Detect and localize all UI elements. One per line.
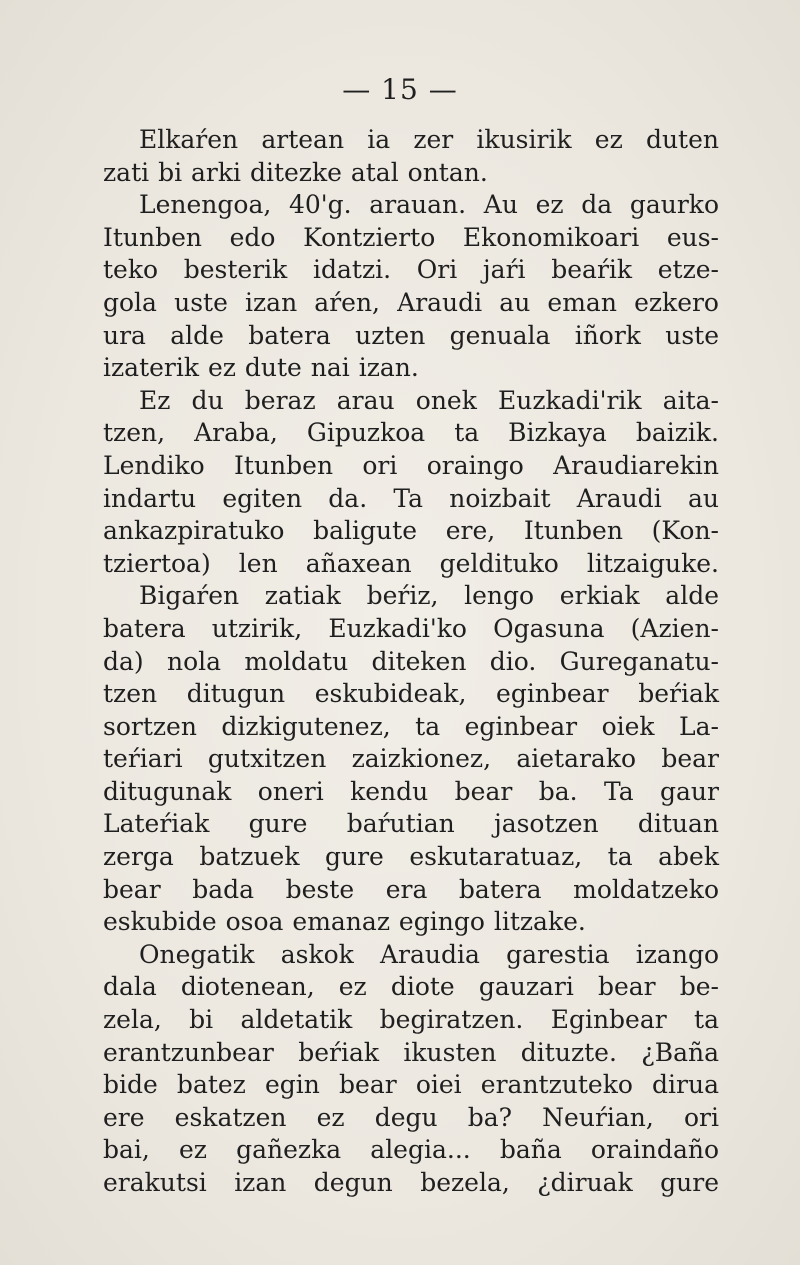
text-line: sortzen dizkigutenez, ta eginbear oiek La-: [103, 711, 719, 741]
text-line: eskubide osoa emanaz egingo litzake.: [103, 907, 586, 937]
text-line: Ez du beraz arau onek Euzkadi'rik aita-: [139, 385, 719, 415]
text-line: Elkaŕen artean ia zer ikusirik ez duten: [139, 125, 719, 154]
text-line: teŕiari gutxitzen zaizkionez, aietarako bear: [103, 744, 719, 774]
text-line: ere eskatzen ez degu ba? Neuŕian, ori: [103, 1102, 719, 1132]
text-line: Itunben edo Kontzierto Ekonomikoari eus-: [103, 222, 719, 252]
text-line: Lendiko Itunben ori oraingo Araudiarekin: [103, 450, 719, 480]
text-line: izaterik ez dute nai izan.: [103, 353, 419, 383]
text-line: tzen, Araba, Gipuzkoa ta Bizkaya baizik.: [103, 418, 719, 448]
text-line: erakutsi izan degun bezela, ¿diruak gure: [103, 1168, 719, 1197]
text-line: batera utzirik, Euzkadi'ko Ogasuna (Azien-: [103, 613, 719, 643]
text-line: teko besterik idatzi. Ori jaŕi beaŕik etze-: [103, 255, 719, 285]
text-line: bide batez egin bear oiei erantzuteko dirua: [103, 1070, 719, 1100]
page-number: — 15 —: [342, 73, 458, 106]
body-text: [103, 124, 719, 1200]
text-line: bear bada beste era batera moldatzeko: [103, 874, 719, 904]
text-line: bai, ez gañezka alegia... baña oraindaño: [103, 1135, 719, 1165]
text-line: Onegatik askok Araudia garestia izango: [139, 939, 719, 969]
text-line: ura alde batera uzten genuala iñork uste: [103, 320, 719, 350]
text-line: zela, bi aldetatik begiratzen. Eginbear ta: [103, 1005, 719, 1035]
text-line: gola uste izan aŕen, Araudi au eman ezkero: [103, 287, 719, 317]
text-line: da) nola moldatu diteken dio. Gureganatu-: [103, 646, 719, 676]
text-line: tziertoa) len añaxean geldituko litzaiguke.: [103, 548, 719, 578]
text-line: ankazpiratuko baligute ere, Itunben (Kon-: [103, 516, 719, 546]
text-line: Lateŕiak gure baŕutian jasotzen dituan: [103, 809, 719, 839]
text-line: dala diotenean, ez diote gauzari bear be-: [103, 972, 719, 1002]
text-line: Bigaŕen zatiak beŕiz, lengo erkiak alde: [139, 581, 719, 611]
text-line: tzen ditugun eskubideak, eginbear beŕiak: [103, 679, 719, 709]
text-line: ditugunak oneri kendu bear ba. Ta gaur: [103, 776, 719, 806]
text-line: erantzunbear beŕiak ikusten dituzte. ¿Baña: [103, 1037, 719, 1067]
text-line: indartu egiten da. Ta noizbait Araudi au: [103, 483, 719, 513]
text-line: zati bi arki ditezke atal ontan.: [103, 157, 488, 187]
text-line: Lenengoa, 40'g. arauan. Au ez da gaurko: [139, 190, 719, 220]
text-line: zerga batzuek gure eskutaratuaz, ta abek: [103, 842, 719, 872]
